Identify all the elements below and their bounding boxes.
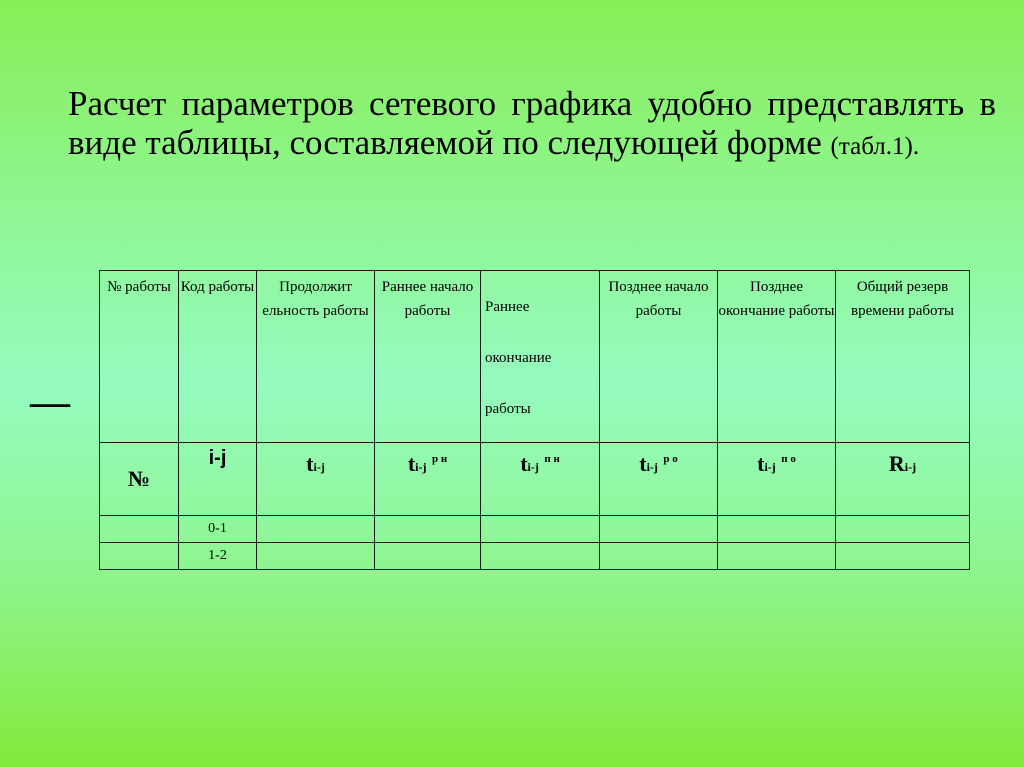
symbol-subscript: i-j	[646, 460, 658, 474]
symbol-base: i-j	[208, 447, 227, 469]
header-cell-early-finish: Раннее окончание работы	[481, 271, 600, 443]
table-cell	[100, 516, 179, 543]
symbol-base: t	[407, 451, 416, 476]
symbol-cell-early-start	[375, 443, 481, 516]
slide-title	[68, 84, 996, 166]
symbol-cell-code	[179, 443, 257, 516]
table-cell	[257, 543, 375, 570]
table-cell	[481, 516, 600, 543]
dash-mark: —	[30, 379, 70, 424]
table-cell	[481, 543, 600, 570]
symbol-subscript: i-j	[313, 460, 325, 474]
symbol-subscript: i-j	[415, 460, 427, 474]
header-cell-number: № работы	[100, 271, 179, 443]
table-reference: (табл.1).	[830, 133, 920, 160]
symbol-superscript: п о	[781, 453, 796, 465]
table-cell	[600, 516, 718, 543]
table-cell	[375, 516, 481, 543]
title-main-text: Расчет параметров сетевого графика удобно представлять в виде таблицы, составляемой по следующей форме	[68, 84, 996, 162]
header-cell-code: Код работы	[179, 271, 257, 443]
table-cell: 1-2	[179, 543, 257, 570]
table-cell	[836, 516, 970, 543]
symbol-base: t	[639, 451, 647, 476]
symbol-cell-early-finish	[481, 443, 600, 516]
symbol-base: t	[757, 451, 765, 476]
table-cell	[600, 543, 718, 570]
symbol-superscript: р н	[431, 453, 448, 465]
header-row	[100, 271, 970, 443]
table-cell	[718, 543, 836, 570]
table-cell: 0-1	[179, 516, 257, 543]
symbol-base: №	[127, 466, 151, 491]
header-cell-total-float: Общий резерв времени работы	[836, 271, 970, 443]
table-cell	[257, 516, 375, 543]
symbol-subscript: i-j	[527, 460, 539, 474]
table-row	[100, 516, 970, 543]
parameters-table	[99, 270, 970, 570]
symbol-superscript: р о	[663, 453, 678, 465]
symbol-superscript: п н	[544, 453, 560, 465]
header-cell-early-start: Раннее начало работы	[375, 271, 481, 443]
symbol-cell-total-float	[836, 443, 970, 516]
symbol-base: R	[888, 451, 905, 476]
header-cell-duration: Продолжит ельность работы	[257, 271, 375, 443]
table-cell	[375, 543, 481, 570]
table-cell	[100, 543, 179, 570]
symbol-subscript: i-j	[764, 460, 776, 474]
symbol-subscript: i-j	[904, 460, 917, 474]
symbol-base: t	[520, 451, 528, 476]
table-row	[100, 543, 970, 570]
table-cell	[718, 516, 836, 543]
symbol-cell-late-start	[600, 443, 718, 516]
symbol-cell-duration	[257, 443, 375, 516]
symbol-cell-number	[100, 443, 179, 516]
symbol-base: t	[306, 451, 314, 476]
symbol-row	[100, 443, 970, 516]
header-cell-late-finish: Позднее окончание работы	[718, 271, 836, 443]
header-cell-late-start: Позднее начало работы	[600, 271, 718, 443]
table-cell	[836, 543, 970, 570]
symbol-cell-late-finish	[718, 443, 836, 516]
